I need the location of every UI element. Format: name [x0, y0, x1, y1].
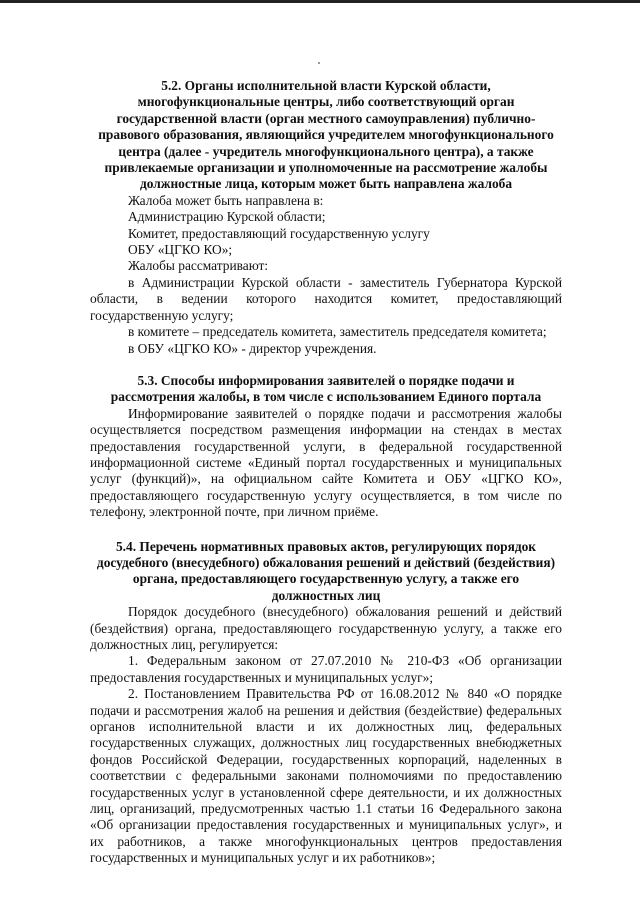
section-5-4-list-item: 1. Федеральным законом от 27.07.2010 № 210-ФЗ «Об организации предоставления государственных и муниципальных услуг»;	[90, 653, 562, 685]
section-5-2-paragraph: Жалобы рассматривают:	[128, 258, 269, 274]
section-5-2-paragraph: в Администрации Курской области - заместитель Губернатора Курской области, в ведении которого находится комитет, предоставляющий государственную услугу;	[90, 274, 562, 323]
section-5-3-paragraph: Информирование заявителей о порядке подачи и рассмотрения жалобы осуществляется посредством размещения информации на стендах в местах предоставления государственной услуги, в федеральной государственной информационной системе «Единый портал государственных и муниципальных услуг (функций)», на официальном сайте Комитета и ОБУ «ЦГКО КО», предоставляющего государственную услугу осуществляется, в том числе по телефону, электронной почте, при личном приёме.	[90, 405, 562, 520]
section-5-2-heading: 5.2. Органы исполнительной власти Курской области, многофункциональные центры, либо соответствующий орган государственной власти (орган местного самоуправления) публично-правового образования, являющийся учредителем многофункционального центра (далее - учредитель многофункционального центра), а также привлекаемые организации и уполномоченные на рассмотрение жалобы должностные лица, которым может быть направлена жалоба	[98, 78, 554, 192]
section-5-3-heading: 5.3. Способы информирования заявителей о порядке подачи и рассмотрения жалобы, в том числе с использованием Единого портала	[110, 372, 542, 405]
section-5-2-paragraph: Жалоба может быть направлена в:	[128, 192, 324, 208]
section-5-2-paragraph: Администрацию Курской области;	[128, 209, 326, 225]
section-5-4-list-item: 2. Постановлением Правительства РФ от 16.08.2012 № 840 «О порядке подачи и рассмотрения жалоб на решения и действия (бездействие) федеральных органов исполнительной власти и их должностных лиц, федеральных государственных служащих, должностных лиц государственных внебюджетных фондов Российской Федерации, государственных корпораций, наделенных в соответствии с федеральными законами полномочиями по предоставлению государственных услуг в установленной сфере деятельности, и их должностных лиц, организаций, предусмотренных частью 1.1 статьи 16 Федерального закона «Об организации предоставления государственных и муниципальных услуг», и их работников, а также многофункциональных центров предоставления государственных и муниципальных услуг и их работников»;	[90, 686, 562, 866]
scan-top-border	[0, 0, 640, 3]
section-5-4-heading: 5.4. Перечень нормативных правовых актов, регулирующих порядок досудебного (внесудебного) обжалования решений и действий (бездействия) органа, предоставляющего государственную услугу, а также его должностных лиц	[96, 538, 556, 603]
section-5-4-paragraph: Порядок досудебного (внесудебного) обжалования решений и действий (бездействия) органа, предоставляющего государственную услугу, а также его должностных лиц, регулируется:	[90, 604, 562, 652]
section-5-2-paragraph: ОБУ «ЦГКО КО»;	[128, 242, 233, 258]
document-page	[90, 78, 562, 867]
section-5-2-paragraph: в комитете – председатель комитета, заместитель председателя комитета;	[128, 324, 547, 340]
section-5-2-paragraph: Комитет, предоставляющий государственную услугу	[128, 225, 430, 241]
section-5-2-paragraph: в ОБУ «ЦГКО КО» - директор учреждения.	[128, 340, 377, 356]
scan-speck	[318, 62, 320, 64]
